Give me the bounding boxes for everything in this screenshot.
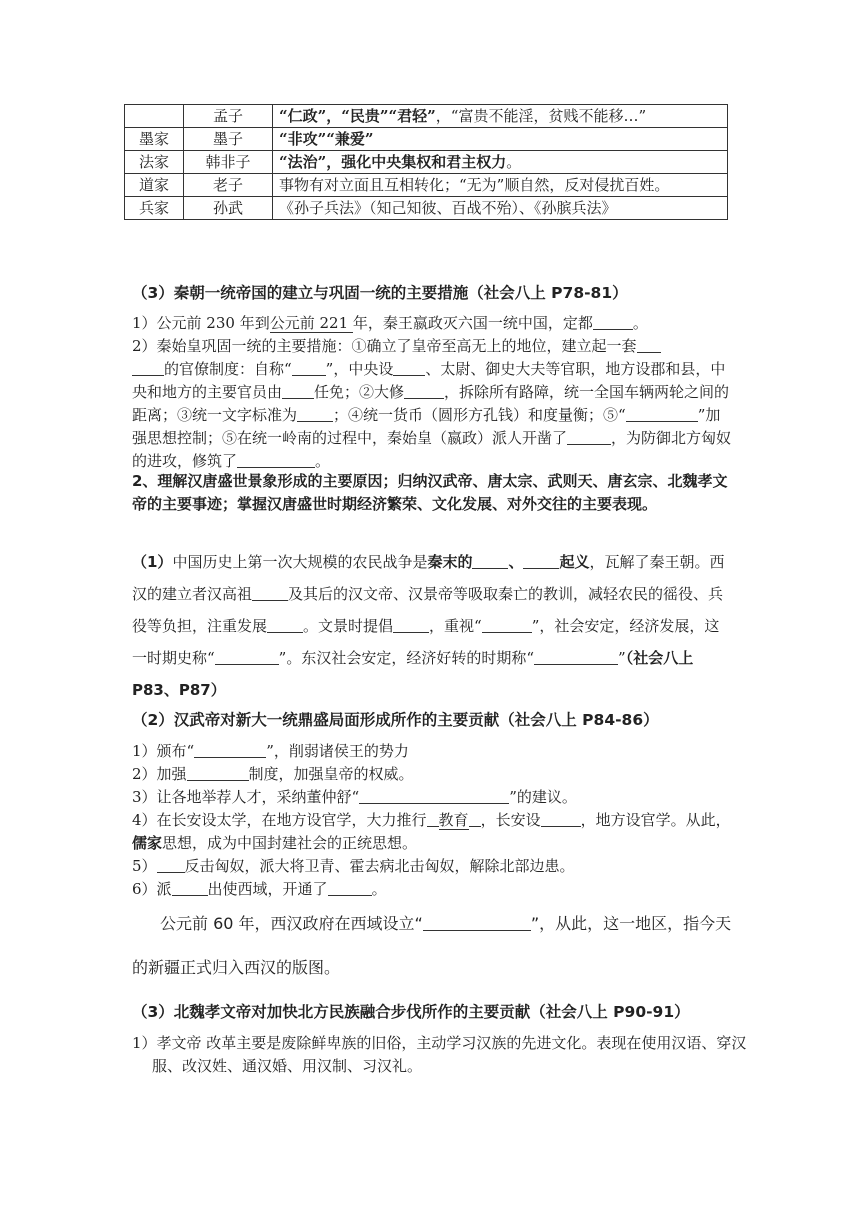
blank[interactable]	[534, 649, 618, 665]
text: 儒家	[132, 834, 163, 852]
text: 。	[315, 452, 331, 470]
school-cell: 法家	[125, 151, 184, 174]
text: 2）秦始皇巩固一统的主要措施：①确立了皇帝至高无上的地位，建立起一套	[132, 337, 637, 355]
text: ”，从此，这一地区，指今天的新疆正式归入西汉的版图。	[132, 914, 732, 977]
text: 、太尉、御史大夫等官职，地方设郡和县，中央和地方的主要官员由	[132, 360, 726, 401]
school-cell: 兵家	[125, 197, 184, 220]
text: ，长安设	[480, 811, 541, 829]
blank[interactable]	[404, 383, 444, 399]
han-paragraph	[132, 546, 732, 706]
blank[interactable]	[523, 553, 559, 569]
text: 及其后的汉文帝、汉景帝等吸取秦亡的教训，减轻农民的徭役、兵役等负担，注重发展	[132, 585, 724, 635]
qin-item-2	[132, 335, 732, 473]
idea-bold: “仁政”，“民贵”“君轻”	[279, 107, 436, 125]
text: ；④统一货币（圆形方孔钱）和度量衡；⑤“	[333, 406, 626, 424]
text: 3）让各地举荐人才，采纳董仲舒“	[132, 788, 360, 806]
wudi-list	[132, 740, 732, 901]
person-cell: 墨子	[184, 128, 273, 151]
text: ”，削弱诸侯王的势力	[266, 742, 409, 760]
text: 。	[371, 880, 387, 898]
idea-cell	[273, 128, 728, 151]
text: 秦末的	[427, 553, 473, 571]
text: ，地方设官学。从此，	[580, 811, 731, 829]
blank[interactable]	[393, 617, 429, 633]
idea-cell	[273, 174, 728, 197]
person-cell: 老子	[184, 174, 273, 197]
blank[interactable]	[593, 314, 633, 330]
text: ”，社会安定，经济发展，这一时期史称“	[132, 617, 720, 667]
idea-cell	[273, 151, 728, 174]
text: 2）加强	[132, 765, 187, 783]
text: ”，中央设	[325, 360, 394, 378]
blank[interactable]	[482, 617, 532, 633]
blank[interactable]	[194, 742, 266, 758]
list-item	[132, 786, 732, 809]
school-cell: 道家	[125, 174, 184, 197]
blank[interactable]	[172, 880, 208, 896]
table-row	[125, 105, 728, 128]
xiyu-paragraph	[132, 902, 732, 990]
text: ，拆除所有路障，统一全国车辆两轮之间的距离；③统一文字标准为	[132, 383, 730, 424]
table-row	[125, 151, 728, 174]
blank[interactable]	[252, 585, 288, 601]
text: ，瓦解了秦王朝。西汉的建立者汉高祖	[132, 553, 725, 603]
underlined-answer: 公元前 221	[269, 314, 353, 332]
blank[interactable]	[567, 429, 611, 445]
blank[interactable]	[157, 857, 185, 873]
page-reference: （社会八上 P83、P87）	[132, 649, 694, 699]
person-cell: 韩非子	[184, 151, 273, 174]
text: ”。东汉社会安定，经济好转的时期称“	[278, 649, 535, 667]
idea-text: 。	[506, 153, 522, 171]
school-cell	[125, 105, 184, 128]
section-heading-2: 2、理解汉唐盛世景象形成的主要原因；归纳汉武帝、唐太宗、武则天、唐玄宗、北魏孝文帝的主要事迹；掌握汉唐盛世时期经济繁荣、文化发展、对外交往的主要表现。	[132, 472, 728, 513]
text: 1）公元前 230 年到	[132, 314, 270, 332]
blank[interactable]	[267, 617, 303, 633]
text: 思想，成为中国封建社会的正统思想。	[162, 834, 418, 852]
text: ，重视“	[429, 617, 482, 635]
blank[interactable]	[393, 360, 425, 376]
blank[interactable]	[328, 880, 372, 896]
blank[interactable]	[359, 788, 509, 804]
table-row	[125, 174, 728, 197]
list-item	[132, 740, 732, 763]
text: 出使西域，开通了	[207, 880, 328, 898]
text: 。文景时提倡	[303, 617, 394, 635]
idea-cell	[273, 197, 728, 220]
blank[interactable]	[423, 915, 531, 931]
blank[interactable]	[427, 811, 439, 827]
text: 4）在长安设太学，在地方设官学，大力推行	[132, 811, 427, 829]
blank[interactable]	[469, 811, 481, 827]
table-row	[125, 197, 728, 220]
blank[interactable]	[472, 553, 508, 569]
blank[interactable]	[297, 406, 333, 422]
text: ，为防御北方匈奴的进攻，修筑了	[132, 429, 732, 470]
blank[interactable]	[626, 406, 698, 422]
text: ”	[618, 649, 626, 667]
section-heading-qin: （3）秦朝一统帝国的建立与巩固一统的主要措施（社会八上 P78-81）	[132, 284, 628, 302]
text: 5）	[132, 857, 157, 875]
text: ”加强思想控制；⑤在统一岭南的过程中，秦始皇（嬴政）派人开凿了	[132, 406, 721, 447]
text: 中国历史上第一次大规模的农民战争是	[172, 553, 428, 571]
section-heading-wei: （3）北魏孝文帝对加快北方民族融合步伐所作的主要贡献（社会八上 P90-91）	[132, 1003, 690, 1021]
idea-cell	[273, 105, 728, 128]
blank[interactable]	[292, 360, 326, 376]
text: 任免；②大修	[314, 383, 405, 401]
text: 公元前 60 年，西汉政府在西域设立“	[160, 914, 423, 933]
list-item	[132, 855, 732, 878]
list-item	[132, 763, 732, 786]
item-number: （1）	[132, 553, 173, 571]
list-item	[132, 878, 732, 901]
school-cell: 墨家	[125, 128, 184, 151]
section-heading-wudi: （2）汉武帝对新大一统鼎盛局面形成所作的主要贡献（社会八上 P84-86）	[132, 711, 659, 729]
idea-bold: “非攻”“兼爱”	[279, 130, 374, 148]
idea-text: 《孙子兵法》（知己知彼、百战不殆）、《孙膑兵法》	[279, 199, 617, 217]
blank[interactable]	[541, 811, 581, 827]
qin-item-1	[132, 312, 732, 335]
text: 制度，加强皇帝的权威。	[248, 765, 414, 783]
blank[interactable]	[282, 383, 314, 399]
list-item	[132, 809, 732, 855]
text: 年，秦王嬴政灭六国一统中国，定都	[352, 314, 593, 332]
table-row	[125, 128, 728, 151]
schools-table	[124, 104, 728, 220]
blank[interactable]	[637, 337, 661, 353]
text: 反击匈奴，派大将卫青、霍去病北击匈奴，解除北部边患。	[184, 857, 575, 875]
blank[interactable]	[132, 360, 164, 376]
idea-text: 事物有对立面且互相转化；“无为”顺自然，反对侵扰百姓。	[279, 176, 670, 194]
text: 、	[508, 553, 524, 571]
underlined-answer: 教育	[438, 811, 469, 829]
text: 的官僚制度：自称“	[164, 360, 292, 378]
idea-bold: “法治”，强化中央集权和君主权力	[279, 153, 507, 171]
person-cell: 孙武	[184, 197, 273, 220]
person-cell: 孟子	[184, 105, 273, 128]
wei-item-1: 1）孝文帝 改革主要是废除鲜卑族的旧俗，主动学习汉族的先进文化。表现在使用汉语、穿汉服、改汉姓、通汉婚、用汉制、习汉礼。	[132, 1034, 747, 1075]
text: 6）派	[132, 880, 172, 898]
text: ”的建议。	[509, 788, 577, 806]
blank[interactable]	[237, 452, 315, 468]
text: 起义	[559, 553, 590, 571]
text: 。	[632, 314, 648, 332]
idea-text: ，“富贵不能淫，贫贱不能移…”	[435, 107, 647, 125]
blank[interactable]	[187, 765, 249, 781]
blank[interactable]	[215, 649, 279, 665]
text: 1）颁布“	[132, 742, 195, 760]
